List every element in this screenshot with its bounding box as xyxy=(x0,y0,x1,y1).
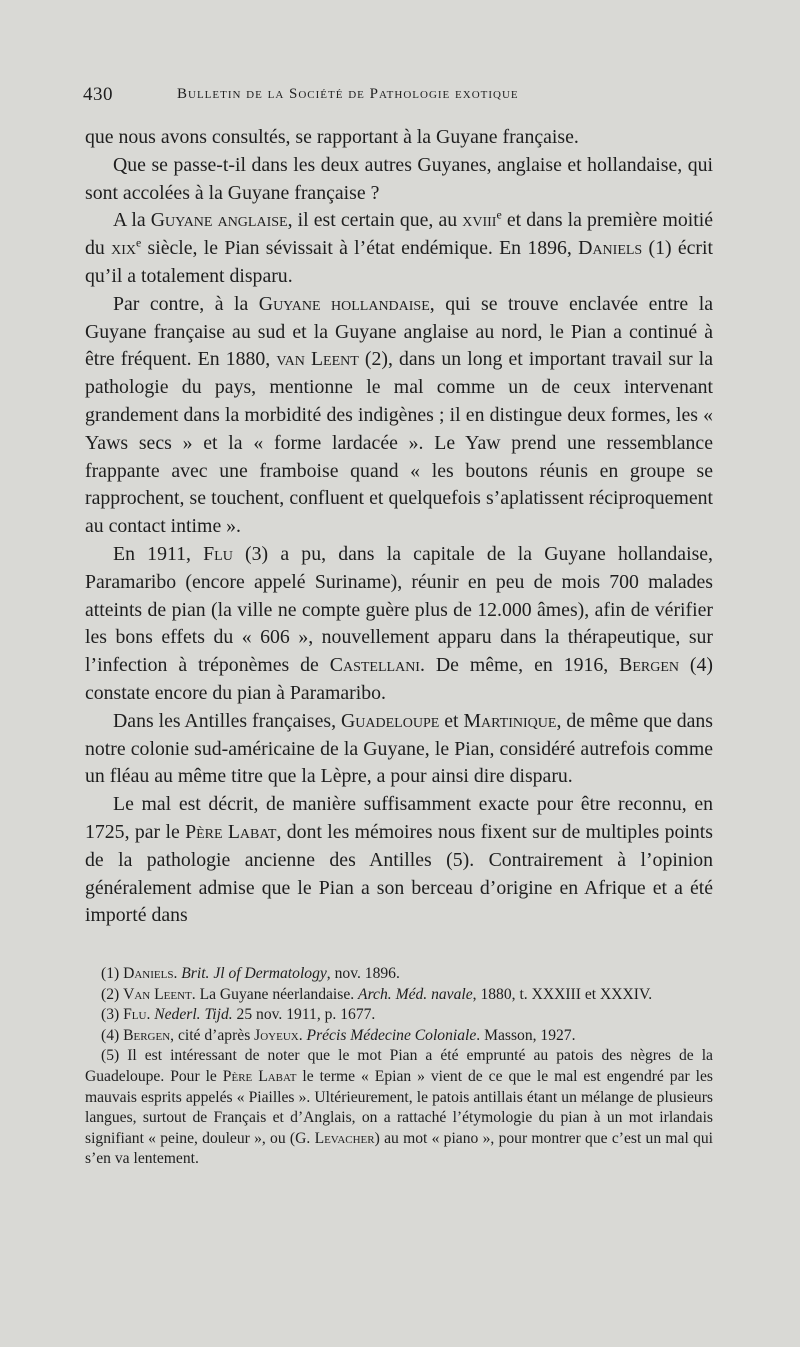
paragraph-1: que nous avons consultés, se rapportant à la Guyane française. xyxy=(85,126,579,148)
place-guyane-hollandaise: Guyane hollandaise xyxy=(258,292,430,315)
footnote-4: (4) Bergen, cité d’après Joyeux. Précis Médecine Coloniale. Masson, 1927. xyxy=(101,1026,576,1044)
paragraph-2: Que se passe-t-il dans les deux autres Guyanes, anglaise et hollandaise, qui sont accolées à la Guyane française ? xyxy=(85,153,713,204)
author-daniels: Daniels xyxy=(578,237,643,260)
running-title: Bulletin de la Société de Pathologie exotique xyxy=(177,86,519,102)
footnote-2: (2) Van Leent. La Guyane néerlandaise. Arch. Méd. navale, 1880, t. XXXIII et XXXIV. xyxy=(101,985,653,1003)
paragraph-5: En 1911, Flu (3) a pu, dans la capitale de la Guyane hollandaise, Paramaribo (encore appelé Suriname), réunir en peu de mois 700 malades atteints de pian (la ville ne compte guère plus de 12.000 âmes), afin de vérifier les bons effets du « 606 », nouvellement apparu dans la thérapeutique, sur l’infection à tréponèmes de Castellani. De même, en 1916, Bergen (4) constate encore du pian à Paramaribo. xyxy=(85,542,714,704)
author-pere-labat: Père Labat xyxy=(185,820,277,843)
footnotes xyxy=(85,964,713,1170)
footnote-1: (1) Daniels. Brit. Jl of Dermatology, nov. 1896. xyxy=(101,965,400,982)
paragraph-7: Le mal est décrit, de manière suffisamment exacte pour être reconnu, en 1725, par le Père Labat, dont les mémoires nous fixent sur de multiples points de la pathologie ancienne des Antilles (5). Contrairement à l’opinion généralement admise que le Pian a son berceau d’origine en Afrique et a été importé dans xyxy=(85,793,713,927)
author-flu: Flu xyxy=(203,542,233,565)
page-number: 430 xyxy=(83,84,113,105)
body-text xyxy=(85,124,713,930)
place-guadeloupe: Guadeloupe xyxy=(341,709,440,732)
place-martinique: Martinique xyxy=(463,709,557,732)
place-guyane-anglaise: Guyane anglaise xyxy=(150,209,288,232)
footnote-3: (3) Flu. Nederl. Tijd. 25 nov. 1911, p. 1677. xyxy=(101,1006,376,1024)
author-van-leent: van Leent xyxy=(276,348,359,371)
footnote-5: (5) Il est intéressant de noter que le mot Pian a été emprunté au patois des nègres de la Guadeloupe. Pour le Père Labat le terme « Epian » vient de ce que le mal est engendré par les mauvais esprits appelés « Piailles ». Ultérieurement, le patois antillais étant un mélange de plusieurs langues, surtout de Français et d’Anglais, on a rattaché l’étymologie du pian à un mot irlandais signifiant « peine, douleur », ou (G. Levacher) au mot « piano », pour montrer que c’est un mal qui s’en va lentement. xyxy=(85,1047,714,1168)
paragraph-6: Dans les Antilles françaises, Guadeloupe et Martinique, de même que dans notre colonie sud-américaine de la Guyane, le Pian, considéré autrefois comme un fléau au même titre que la Lèpre, a pour ainsi dire disparu. xyxy=(85,709,714,788)
paragraph-3: A la Guyane anglaise, il est certain que, au xviii$^e$ et dans la première moitié du xix$^e$ siècle, le Pian sévissait à l’état endémique. En 1896, Daniels (1) écrit qu’il a totalement disparu. xyxy=(85,207,714,287)
author-castellani: Castellani xyxy=(329,654,420,677)
author-bergen: Bergen xyxy=(619,654,679,677)
paragraph-4: Par contre, à la Guyane hollandaise, qui se trouve enclavée entre la Guyane française au sud et la Guyane anglaise au nord, le Pian a continué à être fréquent. En 1880, van Leent (2), dans un long et important travail sur la pathologie du pays, mentionne le mal comme un de ceux intervenant grandement dans la morbidité des indigènes ; il en distingue deux formes, les « Yaws secs » et la « forme lardacée ». Le Yaw prend une ressemblance frappante avec une framboise quand « les boutons réunis en groupe se rapprochent, se touchent, confluent et quelquefois s’aplatissent réciproquement au contact intime ». xyxy=(85,292,713,538)
page-header xyxy=(83,84,723,114)
